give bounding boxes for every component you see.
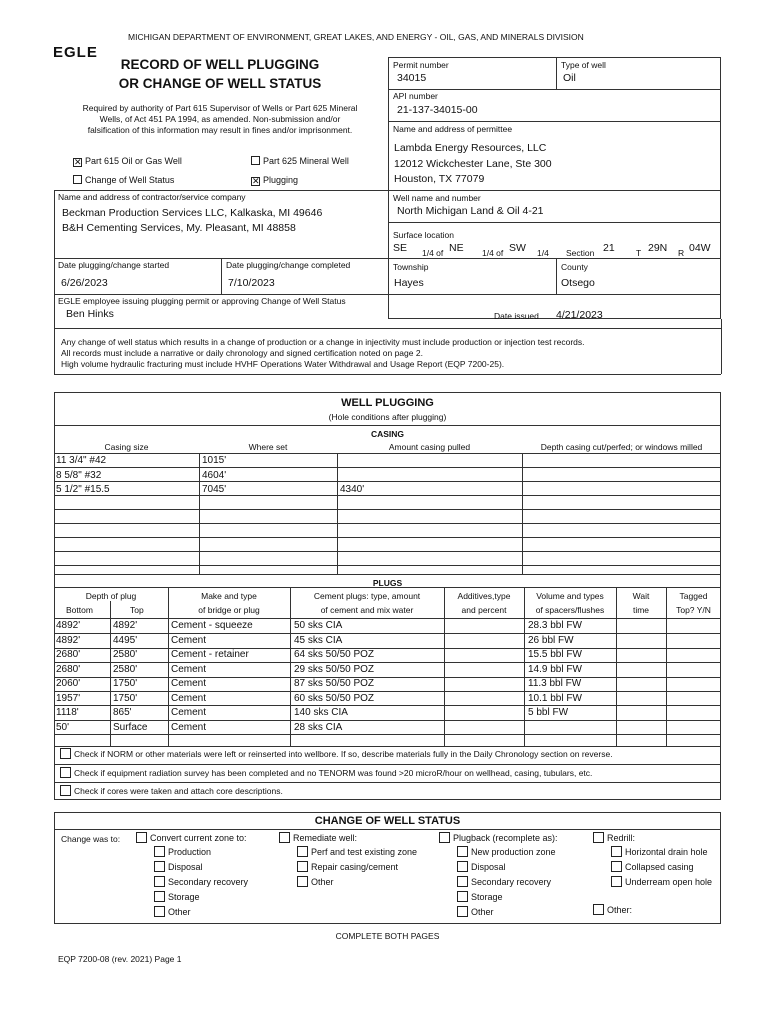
plug-cell[interactable]: 2680' (56, 663, 81, 675)
status-col2-head[interactable]: Remediate well: (279, 832, 357, 843)
township-label: Township (393, 262, 429, 272)
plug-cell[interactable]: 28.3 bbl FW (528, 620, 582, 631)
casing-cell[interactable]: 1015' (202, 455, 227, 466)
quarter-2[interactable]: NE (449, 242, 464, 254)
check-radiation[interactable]: Check if equipment radiation survey has been completed and no TENORM was found >20 microR/hour on wellhead, casing, tubulars, etc. (60, 767, 592, 778)
checkbox-icon (60, 767, 71, 778)
plug-cell[interactable]: 4495' (113, 634, 138, 646)
status-col4-head[interactable]: Redrill: (593, 832, 635, 843)
plug-cell[interactable]: Cement (171, 692, 207, 704)
section-label: Section (566, 248, 595, 258)
unchecked-icon (251, 156, 260, 165)
checkbox-icon (439, 832, 450, 843)
county-label: County (561, 262, 588, 272)
date-completed[interactable]: 7/10/2023 (228, 277, 275, 289)
plugs-header-wait: Wait (632, 591, 650, 601)
casing-cell[interactable]: 7045' (202, 484, 227, 495)
plug-cell[interactable]: 1750' (113, 692, 138, 704)
type-of-well-label: Type of well (561, 60, 606, 70)
plug-cell[interactable]: 60 sks 50/50 POZ (294, 692, 375, 704)
api-number-label: API number (393, 91, 438, 101)
form-number: EQP 7200-08 (rev. 2021) Page 1 (58, 954, 182, 964)
plug-cell[interactable]: 4892' (56, 634, 81, 646)
check-norm[interactable]: Check if NORM or other materials were left or reinserted into wellbore. If so, describe materials fully in the Daily Chronology section on reverse. (60, 748, 613, 759)
checkbox-icon (154, 891, 165, 902)
casing-cell[interactable]: 8 5/8" #32 (56, 469, 102, 481)
checkbox-icon (457, 891, 468, 902)
plug-cell[interactable]: 865' (113, 707, 132, 718)
checkbox-part625[interactable]: Part 625 Mineral Well (251, 156, 349, 166)
status-option[interactable]: Horizontal drain hole (611, 846, 708, 857)
plug-cell[interactable]: 15.5 bbl FW (528, 649, 582, 660)
plug-cell[interactable]: Cement (171, 663, 207, 675)
section[interactable]: 21 (603, 242, 615, 254)
township-t-label: T (636, 248, 642, 258)
checkbox-icon (457, 876, 468, 887)
plug-cell[interactable]: 87 sks 50/50 POZ (294, 678, 375, 689)
employee-label: EGLE employee issuing plugging permit or approving Change of Well Status (58, 296, 346, 306)
quarter-of-label: 1/4 of (482, 248, 504, 258)
contractor-line1[interactable]: Beckman Production Services LLC, Kalkaska, MI 49646 (62, 207, 323, 219)
plug-cell[interactable]: 4892' (113, 620, 138, 631)
status-option[interactable]: Production (154, 846, 211, 857)
date-started-label: Date plugging/change started (58, 260, 170, 270)
range-r[interactable]: 04W (689, 242, 711, 254)
plugs-header-depth: Depth of plug (85, 591, 137, 601)
status-option[interactable]: Collapsed casing (611, 861, 694, 872)
plugs-header-cement: Cement plugs: type, amount (313, 591, 421, 601)
plug-cell[interactable]: 2580' (113, 649, 138, 660)
checkbox-icon (297, 861, 308, 872)
plugs-header-additives: and percent (461, 605, 507, 615)
form-title-line2: OR CHANGE OF WELL STATUS (118, 76, 322, 91)
authority-text: Wells, of Act 451 PA 1994, as amended. Non-submission and/or (99, 114, 341, 124)
date-started[interactable]: 6/26/2023 (61, 277, 108, 289)
checkbox-icon (457, 846, 468, 857)
plug-cell[interactable]: Cement - squeeze (171, 620, 253, 631)
checked-icon: ✕ (252, 176, 260, 186)
change-was-to-label: Change was to: (61, 834, 121, 844)
plug-cell[interactable]: 64 sks 50/50 POZ (294, 649, 375, 660)
checkbox-plugging[interactable]: ✕ Plugging (252, 175, 299, 186)
plug-cell[interactable]: Cement (171, 634, 207, 646)
plug-cell[interactable]: 1118' (56, 707, 79, 718)
plugs-grid (54, 587, 721, 747)
plug-cell[interactable]: 11.3 bbl FW (528, 678, 582, 689)
plug-cell[interactable]: 50' (56, 721, 70, 733)
checkbox-icon (60, 748, 71, 759)
plug-cell[interactable]: 1957' (56, 692, 81, 704)
checkbox-icon (279, 832, 290, 843)
type-of-well[interactable]: Oil (563, 72, 576, 84)
permittee-label: Name and address of permittee (393, 124, 513, 134)
api-number[interactable]: 21-137-34015-00 (397, 104, 478, 116)
township[interactable]: Hayes (394, 277, 424, 289)
permittee-name[interactable]: Lambda Energy Resources, LLC (394, 142, 547, 154)
status-option[interactable]: Perf and test existing zone (297, 846, 417, 857)
status-option[interactable]: New production zone (457, 846, 556, 857)
status-col3-head[interactable]: Plugback (recomplete as): (439, 832, 558, 843)
plugs-header-volume: of spacers/flushes (535, 605, 605, 615)
checkbox-icon (593, 904, 604, 915)
plugs-header-bridge: of bridge or plug (198, 605, 260, 615)
plug-cell[interactable]: Cement (171, 721, 207, 733)
plug-cell[interactable]: 29 sks 50/50 POZ (294, 663, 375, 675)
plugs-header-bottom: Bottom (66, 605, 93, 615)
egle-logo: EGLE (53, 44, 98, 61)
plugs-header-tagged: Top? Y/N (676, 605, 711, 615)
unchecked-icon (73, 175, 82, 184)
status-option[interactable]: Secondary recovery (457, 876, 551, 887)
plug-cell[interactable]: 2060' (56, 678, 81, 689)
status-option[interactable]: Storage (154, 891, 200, 902)
quarter-of-label: 1/4 of (422, 248, 444, 258)
checkbox-icon (154, 906, 165, 917)
plug-cell[interactable]: 1750' (113, 678, 138, 689)
notice-text: High volume hydraulic fracturing must include HVHF Operations Water Withdrawal and Usage Report (EQP 7200-25). (61, 359, 505, 369)
permit-number[interactable]: 34015 (397, 72, 427, 84)
plugs-header-additives: Additives,type (457, 591, 511, 601)
checkbox-icon (154, 846, 165, 857)
contractor-label: Name and address of contractor/service company (58, 192, 246, 202)
checkbox-icon (457, 861, 468, 872)
plugs-header-tagged: Tagged (679, 591, 708, 601)
checkbox-icon (611, 846, 622, 857)
plug-cell[interactable]: 14.9 bbl FW (528, 663, 582, 675)
casing-header: Amount casing pulled (388, 442, 471, 452)
plug-cell[interactable]: 10.1 bbl FW (528, 692, 582, 704)
checkbox-icon (297, 846, 308, 857)
surface-location-label: Surface location (393, 230, 454, 240)
employee[interactable]: Ben Hinks (66, 308, 114, 320)
plug-cell[interactable]: 4892' (56, 620, 81, 631)
change-status-title: CHANGE OF WELL STATUS (314, 815, 461, 827)
township-t[interactable]: 29N (648, 242, 668, 254)
permittee-city[interactable]: Houston, TX 77079 (394, 173, 485, 185)
checkbox-change-status[interactable]: Change of Well Status (73, 175, 174, 185)
status-option[interactable]: Storage (457, 891, 503, 902)
complete-both-pages: COMPLETE BOTH PAGES (335, 931, 440, 941)
authority-text: falsification of this information may result in fines and/or imprisonment. (87, 125, 353, 135)
status-option[interactable]: Other (457, 906, 494, 917)
contractor-line2[interactable]: B&H Cementing Services, My. Pleasant, MI 48858 (62, 222, 296, 234)
notice-text: All records must include a narrative or daily chronology and signed certification noted on page 2. (61, 348, 423, 358)
permit-number-label: Permit number (393, 60, 449, 70)
status-option[interactable]: Disposal (154, 861, 203, 872)
plug-cell[interactable]: 50 sks CIA (294, 620, 343, 631)
agency-name: MICHIGAN DEPARTMENT OF ENVIRONMENT, GREAT LAKES, AND ENERGY - OIL, GAS, AND MINERALS DIVISION (128, 32, 584, 42)
checkbox-icon (611, 876, 622, 887)
well-plugging-title: WELL PLUGGING (341, 397, 434, 409)
casing-cell[interactable]: 4340' (340, 484, 365, 495)
date-issued-label: Date issued (494, 311, 539, 321)
checkbox-icon (297, 876, 308, 887)
plugs-header-volume: Volume and types (536, 591, 604, 601)
date-completed-label: Date plugging/change completed (226, 260, 351, 270)
status-option[interactable]: Disposal (457, 861, 506, 872)
plug-cell[interactable]: 45 sks CIA (294, 634, 343, 646)
checkbox-icon (593, 832, 604, 843)
notice-text: Any change of well status which results in a change of production or a change in injectivity must include production or injection test records. (61, 337, 585, 347)
casing-header: Casing size (104, 442, 149, 452)
well-name-label: Well name and number (393, 193, 481, 203)
checked-icon: ✕ (74, 157, 82, 167)
status-option[interactable]: Other (297, 876, 334, 887)
plug-cell[interactable]: 28 sks CIA (294, 721, 343, 733)
plug-cell[interactable]: Cement (171, 707, 207, 718)
plug-cell[interactable]: Cement (171, 678, 207, 689)
form-title-line1: RECORD OF WELL PLUGGING (120, 57, 320, 72)
casing-grid (54, 453, 721, 575)
quarter-label: 1/4 (537, 248, 549, 258)
checkbox-icon (60, 785, 71, 796)
plugs-header-bridge: Make and type (201, 591, 257, 601)
casing-cell[interactable]: 4604' (202, 469, 227, 481)
status-option[interactable]: Secondary recovery (154, 876, 248, 887)
plugs-header-cement: of cement and mix water (320, 605, 414, 615)
plugs-title: PLUGS (372, 578, 403, 588)
quarter-3[interactable]: SW (509, 242, 526, 254)
plug-cell[interactable]: 140 sks CIA (294, 707, 348, 718)
plugs-header-wait: time (632, 605, 650, 615)
status-option[interactable]: Underream open hole (611, 876, 712, 887)
status-option-other[interactable]: Other: (593, 904, 632, 915)
casing-cell[interactable]: 5 1/2" #15.5 (56, 484, 110, 495)
plugs-header-top: Top (130, 605, 144, 615)
casing-header: Depth casing cut/perfed; or windows milled (540, 442, 703, 452)
checkbox-icon (154, 861, 165, 872)
casing-cell[interactable]: 11 3/4" #42 (56, 455, 107, 466)
checkbox-part615[interactable]: ✕ Part 615 Oil or Gas Well (74, 156, 182, 167)
casing-header: Where set (248, 442, 288, 452)
checkbox-icon (611, 861, 622, 872)
checkbox-icon (136, 832, 147, 843)
county[interactable]: Otsego (561, 277, 595, 289)
authority-text: Required by authority of Part 615 Supervisor of Wells or Part 625 Mineral (82, 103, 358, 113)
well-plugging-subtitle: (Hole conditions after plugging) (328, 412, 447, 422)
permittee-address[interactable]: 12012 Wickchester Lane, Ste 300 (394, 158, 552, 170)
checkbox-icon (154, 876, 165, 887)
plug-cell[interactable]: 5 bbl FW (528, 707, 569, 718)
plug-cell[interactable]: Surface (113, 721, 148, 733)
quarter-1[interactable]: SE (393, 242, 408, 254)
well-name[interactable]: North Michigan Land & Oil 4-21 (397, 205, 544, 217)
range-r-label: R (678, 248, 685, 258)
plug-cell[interactable]: 2580' (113, 663, 138, 675)
status-col1-head[interactable]: Convert current zone to: (136, 832, 247, 843)
status-option[interactable]: Other (154, 906, 191, 917)
date-issued[interactable]: 4/21/2023 (556, 309, 603, 321)
check-cores[interactable]: Check if cores were taken and attach core descriptions. (60, 785, 283, 796)
checkbox-icon (457, 906, 468, 917)
plug-cell[interactable]: 2680' (56, 649, 81, 660)
casing-title: CASING (370, 429, 405, 439)
status-option[interactable]: Repair casing/cement (297, 861, 398, 872)
plug-cell[interactable]: 26 bbl FW (528, 634, 574, 646)
plug-cell[interactable]: Cement - retainer (171, 649, 249, 660)
